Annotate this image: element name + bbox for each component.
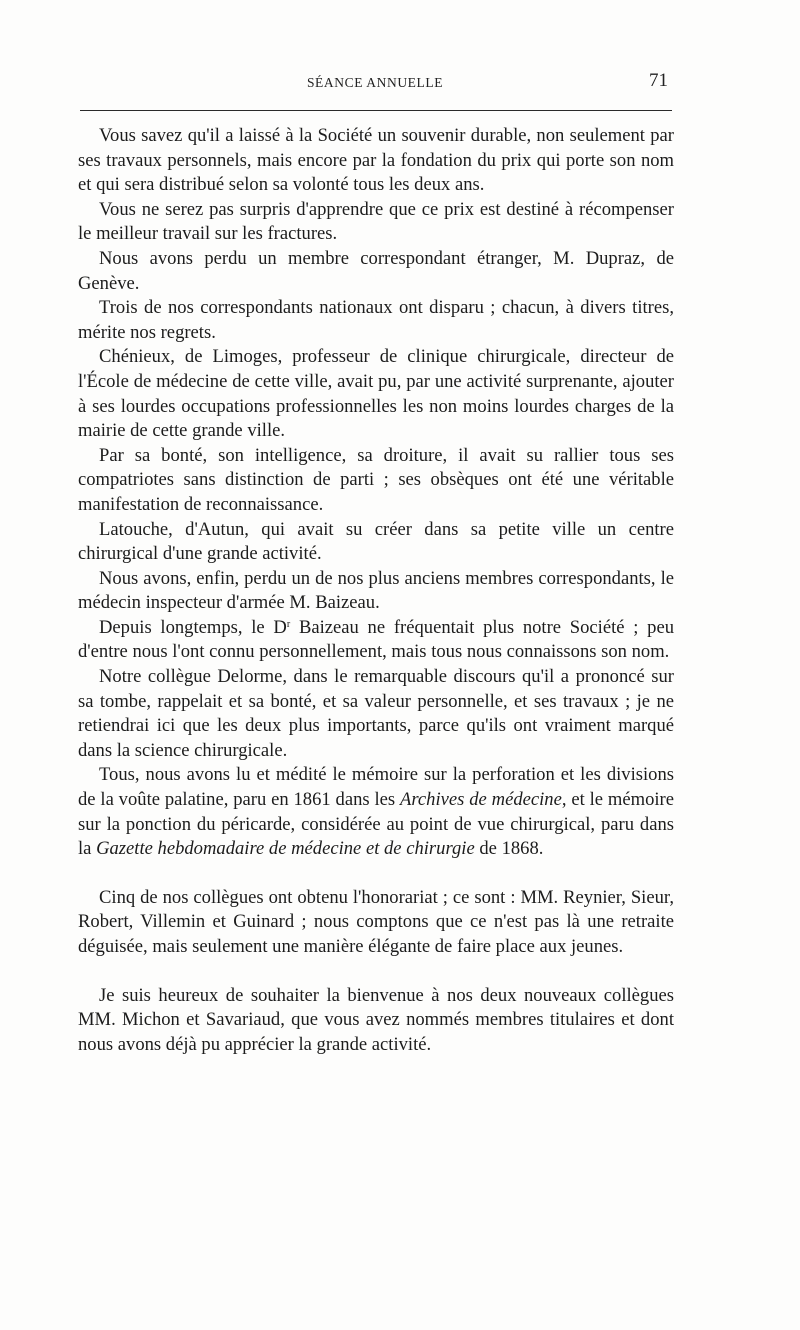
paragraph: Trois de nos correspondants nationaux ont disparu ; chacun, à divers titres, mérite nos regrets. xyxy=(78,297,674,343)
paragraph: Je suis heureux de souhaiter la bienvenue à nos deux nouveaux collègues MM. Michon et Savariaud, que vous avez nommés membres titulaires et dont nous avons déjà pu apprécier la grande activité. xyxy=(78,984,674,1055)
paragraph xyxy=(78,763,674,861)
superscript: r xyxy=(286,618,291,630)
paragraph xyxy=(78,616,674,665)
paragraph: Nous avons perdu un membre correspondant étranger, M. Dupraz, de Genève. xyxy=(78,247,674,294)
text-run: de 1868. xyxy=(474,838,544,860)
text-run: Depuis longtemps, le D xyxy=(99,616,287,638)
text-run: Tous, nous avons lu et médité le mémoire sur la perforation et les divisions de la voûte palatine, paru en 1861 dans les xyxy=(78,764,674,811)
text-run: Baizeau ne fréquentait plus notre Société ; peu d'entre nous l'ont connu personnellement, mais tous nous connaissons son nom. xyxy=(78,616,674,663)
paragraph: Notre collègue Delorme, dans le remarquable discours qu'il a prononcé sur sa tombe, rappelait et sa bonté, et sa valeur personnelle, et ses travaux ; je ne retiendrai ici que les deux plus importants, parce qu'ils ont vraiment marqué dans la science chirurgicale. xyxy=(78,666,674,761)
header-rule xyxy=(80,110,672,111)
journal-title: Gazette hebdomadaire de médecine et de chirurgie xyxy=(96,838,475,860)
paragraph: Latouche, d'Autun, qui avait su créer dans sa petite ville un centre chirurgical d'une grande activité. xyxy=(78,518,674,565)
paragraph: Par sa bonté, son intelligence, sa droiture, il avait su rallier tous ses compatriotes sans distinction de parti ; ses obsèques ont été une véritable manifestation de reconnaissance. xyxy=(78,444,674,515)
text-run: , et le mémoire sur la ponction du péricarde, considérée au point de vue chirurgical, paru dans la xyxy=(78,789,674,860)
paragraph: Nous avons, enfin, perdu un de nos plus anciens membres correspondants, le médecin inspecteur d'armée M. Baizeau. xyxy=(78,567,674,614)
journal-title: Archives de médecine xyxy=(400,789,562,811)
body-text xyxy=(78,124,674,1057)
page-number: 71 xyxy=(649,70,668,91)
paragraph: Vous savez qu'il a laissé à la Société un souvenir durable, non seulement par ses travaux personnels, mais encore par la fondation du prix qui porte son nom et qui sera distribué selon sa volonté tous les deux ans. xyxy=(78,125,674,196)
running-header xyxy=(78,72,672,94)
paragraph: Vous ne serez pas surpris d'apprendre que ce prix est destiné à récompenser le meilleur travail sur les fractures. xyxy=(78,198,674,245)
paragraph: Cinq de nos collègues ont obtenu l'honorariat ; ce sont : MM. Reynier, Sieur, Robert, Villemin et Guinard ; nous comptons que ce n'est pas là une retraite déguisée, mais seulement une manière élégante de faire place aux jeunes. xyxy=(78,886,674,957)
running-title: SÉANCE ANNUELLE xyxy=(306,75,444,90)
paragraph: Chénieux, de Limoges, professeur de clinique chirurgicale, directeur de l'École de médecine de cette ville, avait pu, par une activité surprenante, ajouter à ses lourdes occupations professionnelles les non moins lourdes charges de la mairie de cette grande ville. xyxy=(78,346,674,442)
